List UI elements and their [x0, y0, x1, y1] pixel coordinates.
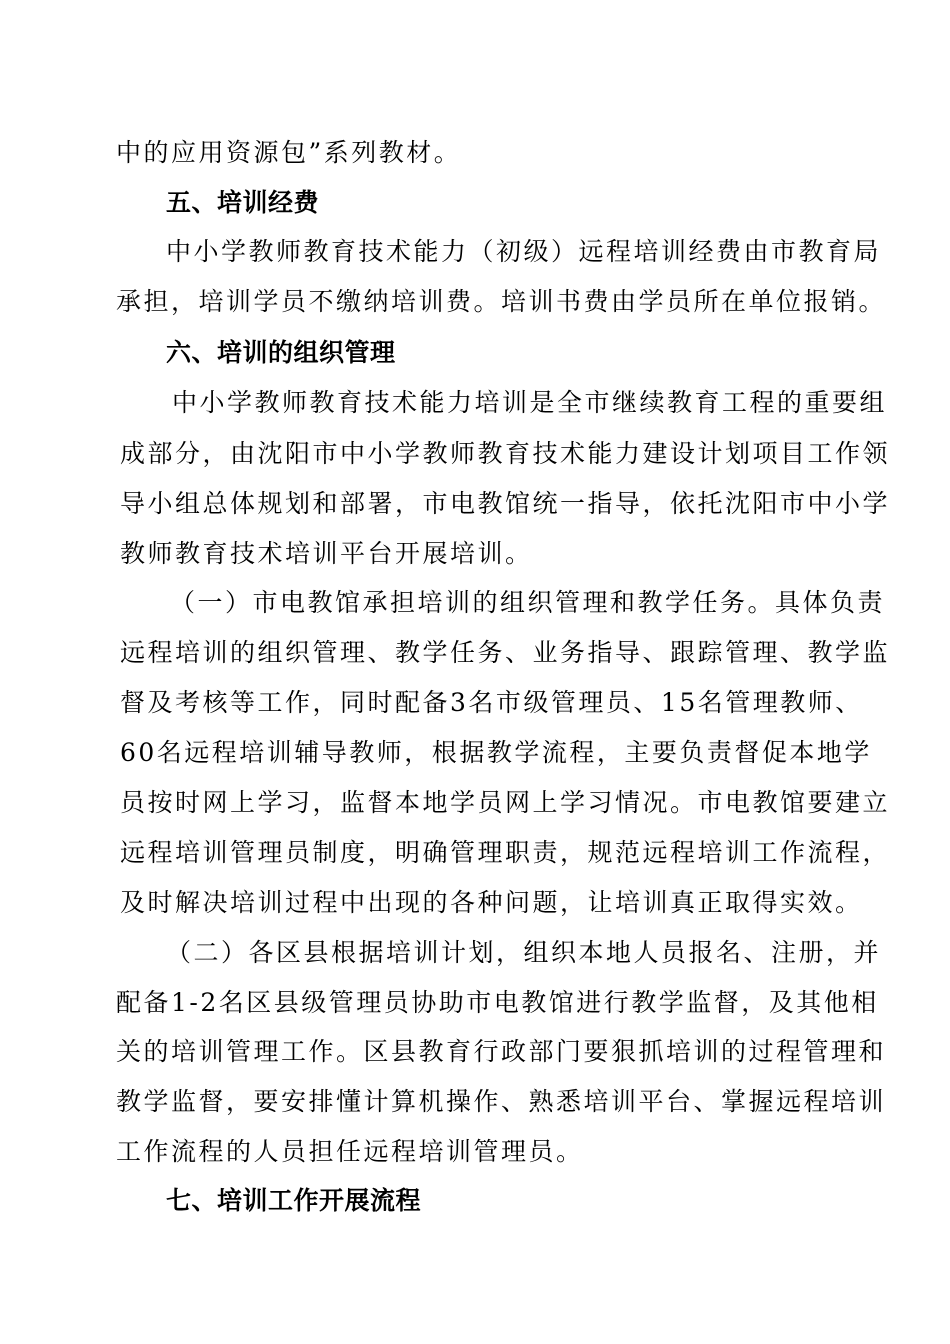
section-6-item1-line: 远程培训的组织管理、教学任务、业务指导、跟踪管理、教学监: [120, 638, 891, 667]
section-5-paragraph-line: 中小学教师教育技术能力（初级）远程培训经费由市教育局: [166, 237, 882, 266]
section-6-item1-line: 60名远程培训辅导教师，根据教学流程，主要负责督促本地学: [120, 738, 872, 767]
section-6-item1-line: 及时解决培训过程中出现的各种问题，让培训真正取得实效。: [120, 888, 863, 917]
section-5-heading: 五、培训经费: [166, 188, 320, 217]
section-6-item2-line: 配备1-2名区县级管理员协助市电教馆进行教学监督，及其他相: [116, 988, 879, 1017]
section-6-item2-line: 关的培训管理工作。区县教育行政部门要狠抓培训的过程管理和: [116, 1037, 887, 1066]
paragraph-tail-line: 中的应用资源包”系列教材。: [116, 138, 462, 167]
section-6-item2-line: 工作流程的人员担任远程培训管理员。: [116, 1137, 584, 1166]
section-6-intro-line: 导小组总体规划和部署，市电教馆统一指导，依托沈阳市中小学: [120, 489, 891, 518]
section-5-paragraph-line: 承担，培训学员不缴纳培训费。培训书费由学员所在单位报销。: [116, 287, 887, 316]
section-7-heading: 七、培训工作开展流程: [166, 1186, 422, 1215]
section-6-item2-line: 教学监督，要安排懂计算机操作、熟悉培训平台、掌握远程培训: [116, 1087, 887, 1116]
section-6-item1-line: 员按时网上学习，监督本地学员网上学习情况。市电教馆要建立: [120, 788, 891, 817]
section-6-intro-line: 教师教育技术培训平台开展培训。: [120, 539, 533, 568]
section-6-intro-line: 成部分，由沈阳市中小学教师教育技术能力建设计划项目工作领: [120, 439, 891, 468]
section-6-item1-line: （一）市电教馆承担培训的组织管理和教学任务。具体负责: [170, 588, 886, 617]
section-6-heading: 六、培训的组织管理: [166, 338, 396, 367]
section-6-item1-line: 远程培训管理员制度，明确管理职责，规范远程培训工作流程，: [120, 838, 891, 867]
section-6-item2-line: （二）各区县根据培训计划，组织本地人员报名、注册，并: [166, 938, 882, 967]
section-6-item1-line: 督及考核等工作，同时配备3名市级管理员、15名管理教师、: [120, 688, 863, 717]
section-6-intro-line: 中小学教师教育技术能力培训是全市继续教育工程的重要组: [172, 388, 888, 417]
